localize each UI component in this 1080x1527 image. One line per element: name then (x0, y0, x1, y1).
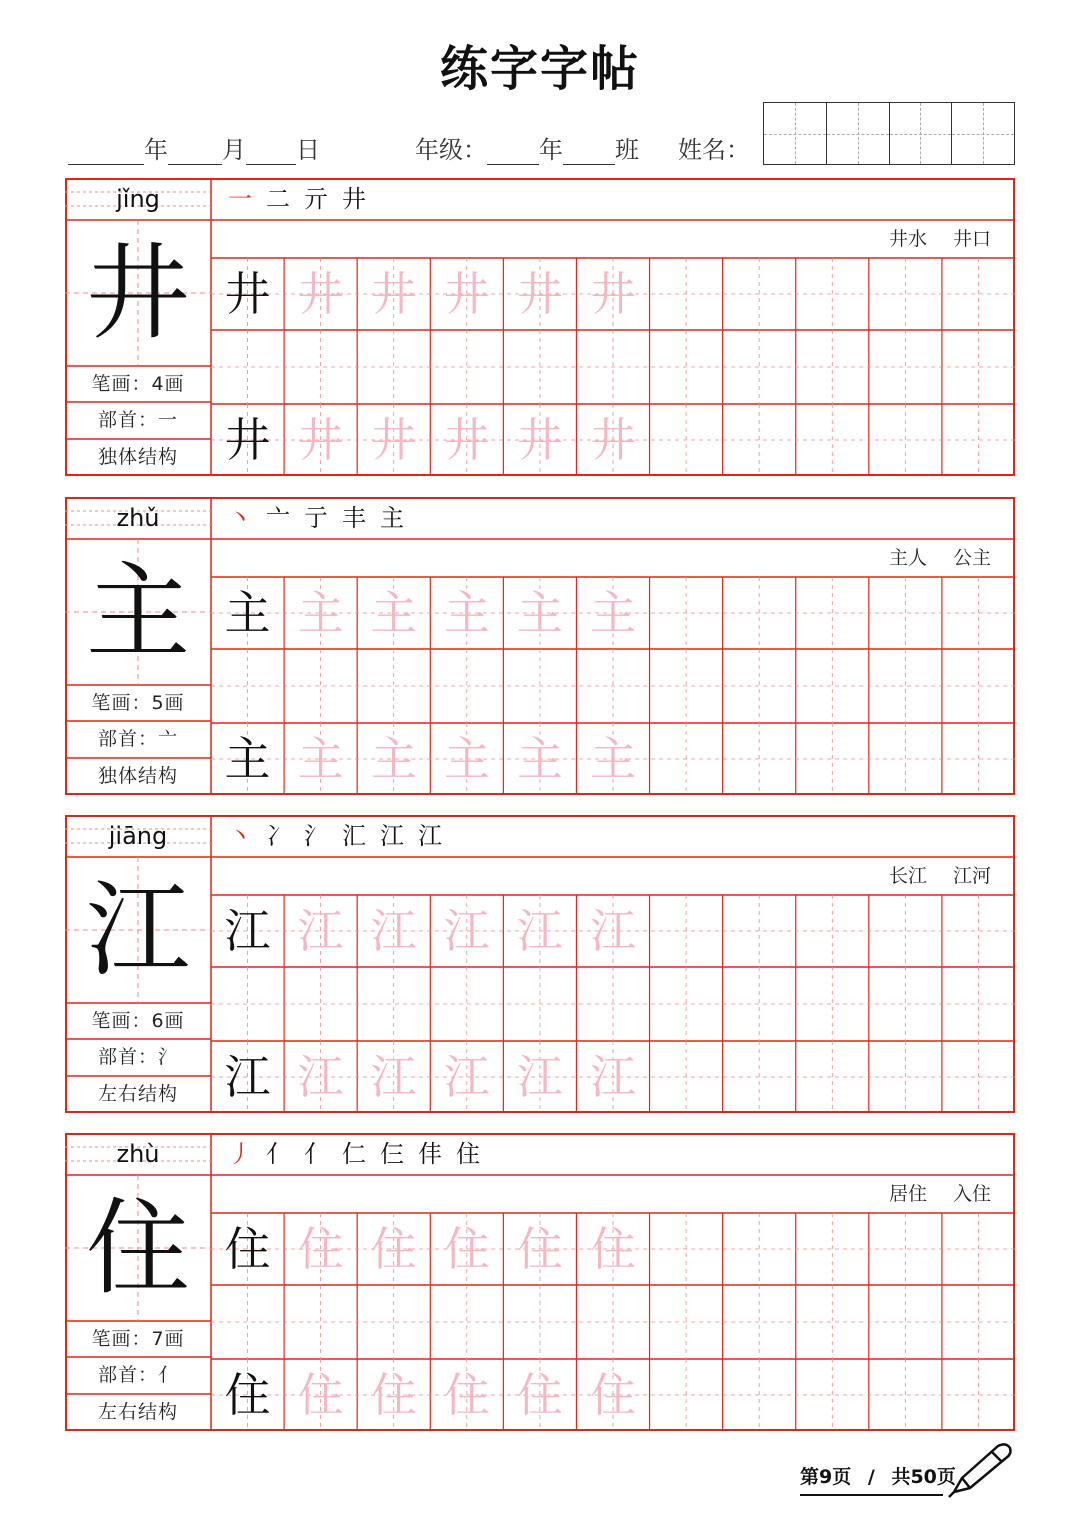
grade-blank[interactable] (487, 138, 539, 165)
trace-char[interactable]: 井 (516, 267, 563, 321)
pen-icon (946, 1440, 1016, 1500)
name-box[interactable] (764, 103, 827, 164)
model-character: 主 (85, 551, 190, 673)
pinyin: jǐng (116, 185, 160, 213)
trace-char[interactable]: 主 (370, 732, 417, 786)
structure: 左右结构 (97, 1083, 178, 1105)
stroke-step: 冫 (266, 822, 290, 850)
stroke-count: 笔画：5画 (91, 692, 185, 714)
example-words (863, 539, 991, 577)
stroke-step: 一 (228, 185, 252, 213)
trace-char[interactable]: 主 (589, 586, 636, 640)
practice-model-char: 江 (224, 1050, 271, 1104)
stroke-step: 亻 (266, 1140, 290, 1168)
example-word: 公主 (952, 547, 991, 569)
trace-char[interactable]: 江 (297, 904, 344, 958)
example-word: 居住 (888, 1183, 927, 1205)
practice-model-char: 江 (224, 904, 271, 958)
practice-model-char: 井 (224, 267, 271, 321)
stroke-step: 住 (456, 1140, 480, 1168)
year-label: 年 (144, 136, 168, 164)
character-block-2 (65, 497, 1015, 795)
radical: 部首：氵 (97, 1046, 178, 1068)
trace-char[interactable]: 主 (516, 586, 563, 640)
name-label: 姓名： (678, 136, 750, 164)
class-blank[interactable] (563, 138, 615, 165)
radical: 部首：亻 (97, 1364, 178, 1386)
month-label: 月 (222, 136, 246, 164)
example-word: 主人 (888, 547, 927, 569)
stroke-step: 亻 (304, 1140, 328, 1168)
stroke-step: 亠 (266, 504, 290, 532)
trace-char[interactable]: 住 (443, 1368, 490, 1422)
stroke-step: 主 (380, 504, 404, 532)
trace-char[interactable]: 井 (516, 413, 563, 467)
character-block-1 (65, 178, 1015, 476)
name-box[interactable] (890, 103, 953, 164)
practice-model-char: 住 (224, 1222, 271, 1276)
trace-char[interactable]: 主 (589, 732, 636, 786)
practice-model-char: 主 (224, 586, 271, 640)
trace-char[interactable]: 住 (370, 1368, 417, 1422)
example-words (863, 1175, 991, 1213)
page-indicator (800, 1462, 956, 1489)
trace-char[interactable]: 江 (370, 1050, 417, 1104)
name-box[interactable] (827, 103, 890, 164)
page-total: 共50页 (891, 1466, 956, 1488)
trace-char[interactable]: 井 (589, 413, 636, 467)
trace-char[interactable]: 住 (516, 1368, 563, 1422)
trace-char[interactable]: 江 (516, 1050, 563, 1104)
trace-char[interactable]: 江 (589, 1050, 636, 1104)
trace-char[interactable]: 井 (370, 267, 417, 321)
example-words (863, 857, 991, 895)
stroke-step: 仨 (380, 1140, 404, 1168)
day-label: 日 (296, 136, 320, 164)
stroke-step: 汇 (342, 822, 366, 850)
name-input-boxes[interactable] (763, 102, 1015, 165)
stroke-count: 笔画：4画 (91, 373, 185, 395)
trace-char[interactable]: 住 (589, 1368, 636, 1422)
stroke-step: 丶 (228, 504, 252, 532)
stroke-step: 仁 (342, 1140, 366, 1168)
month-blank[interactable] (168, 138, 222, 165)
stroke-step: 二 (266, 185, 290, 213)
example-word: 入住 (952, 1183, 991, 1205)
grade-line (415, 130, 639, 165)
trace-char[interactable]: 江 (516, 904, 563, 958)
stroke-step: 亍 (304, 504, 328, 532)
trace-char[interactable]: 主 (297, 732, 344, 786)
year-blank[interactable] (68, 138, 144, 165)
trace-char[interactable]: 主 (443, 732, 490, 786)
example-word: 井水 (888, 228, 927, 250)
trace-char[interactable]: 主 (516, 732, 563, 786)
example-words (863, 220, 991, 258)
page-number: 第9页 (800, 1466, 852, 1488)
trace-char[interactable]: 主 (370, 586, 417, 640)
example-word: 长江 (888, 865, 927, 887)
trace-char[interactable]: 住 (297, 1368, 344, 1422)
stroke-step: 丰 (342, 504, 366, 532)
practice-model-char: 主 (224, 732, 271, 786)
stroke-step: 氵 (304, 822, 328, 850)
stroke-step: 江 (418, 822, 442, 850)
stroke-order (221, 815, 449, 857)
grade-year-label: 年 (539, 136, 563, 164)
stroke-step: 丶 (228, 822, 252, 850)
practice-model-char: 井 (224, 413, 271, 467)
stroke-count: 笔画：6画 (91, 1010, 185, 1032)
page-title: 练字字帖 (439, 41, 640, 97)
character-block-3 (65, 815, 1015, 1113)
structure: 独体结构 (97, 765, 178, 787)
model-character: 住 (85, 1187, 190, 1309)
trace-char[interactable]: 江 (443, 1050, 490, 1104)
stroke-step: 江 (380, 822, 404, 850)
trace-char[interactable]: 江 (370, 904, 417, 958)
trace-char[interactable]: 井 (589, 267, 636, 321)
model-character: 井 (85, 232, 190, 354)
day-blank[interactable] (246, 138, 296, 165)
pinyin: jiāng (108, 822, 168, 850)
stroke-step: 亓 (304, 185, 328, 213)
trace-char[interactable]: 井 (297, 413, 344, 467)
trace-char[interactable]: 井 (297, 267, 344, 321)
example-word: 井口 (952, 228, 991, 250)
practice-model-char: 住 (224, 1368, 271, 1422)
trace-char[interactable]: 江 (297, 1050, 344, 1104)
trace-char[interactable]: 住 (297, 1222, 344, 1276)
stroke-step: 仹 (418, 1140, 442, 1168)
trace-char[interactable]: 井 (443, 413, 490, 467)
trace-char[interactable]: 住 (370, 1222, 417, 1276)
class-label: 班 (615, 136, 639, 164)
name-box[interactable] (952, 103, 1014, 164)
model-character: 江 (85, 869, 190, 991)
stroke-step: 丿 (228, 1140, 252, 1168)
footer-underline (800, 1494, 943, 1496)
stroke-order (221, 497, 411, 539)
trace-char[interactable]: 主 (297, 586, 344, 640)
stroke-step: 井 (342, 185, 366, 213)
example-word: 江河 (952, 865, 991, 887)
structure: 左右结构 (97, 1401, 178, 1423)
trace-char[interactable]: 主 (443, 586, 490, 640)
page-separator: / (867, 1466, 875, 1488)
radical: 部首：亠 (97, 728, 178, 750)
structure: 独体结构 (97, 446, 178, 468)
radical: 部首：一 (97, 409, 178, 431)
stroke-order (221, 1133, 487, 1175)
trace-char[interactable]: 井 (443, 267, 490, 321)
trace-char[interactable]: 江 (589, 904, 636, 958)
pinyin: zhù (116, 1140, 160, 1168)
trace-char[interactable]: 住 (516, 1222, 563, 1276)
pinyin: zhǔ (116, 504, 160, 532)
trace-char[interactable]: 井 (370, 413, 417, 467)
stroke-order (221, 178, 373, 220)
character-block-4 (65, 1133, 1015, 1431)
trace-char[interactable]: 住 (443, 1222, 490, 1276)
trace-char[interactable]: 住 (589, 1222, 636, 1276)
date-line (68, 130, 320, 165)
trace-char[interactable]: 江 (443, 904, 490, 958)
grade-label: 年级： (415, 136, 487, 164)
stroke-count: 笔画：7画 (91, 1328, 185, 1350)
